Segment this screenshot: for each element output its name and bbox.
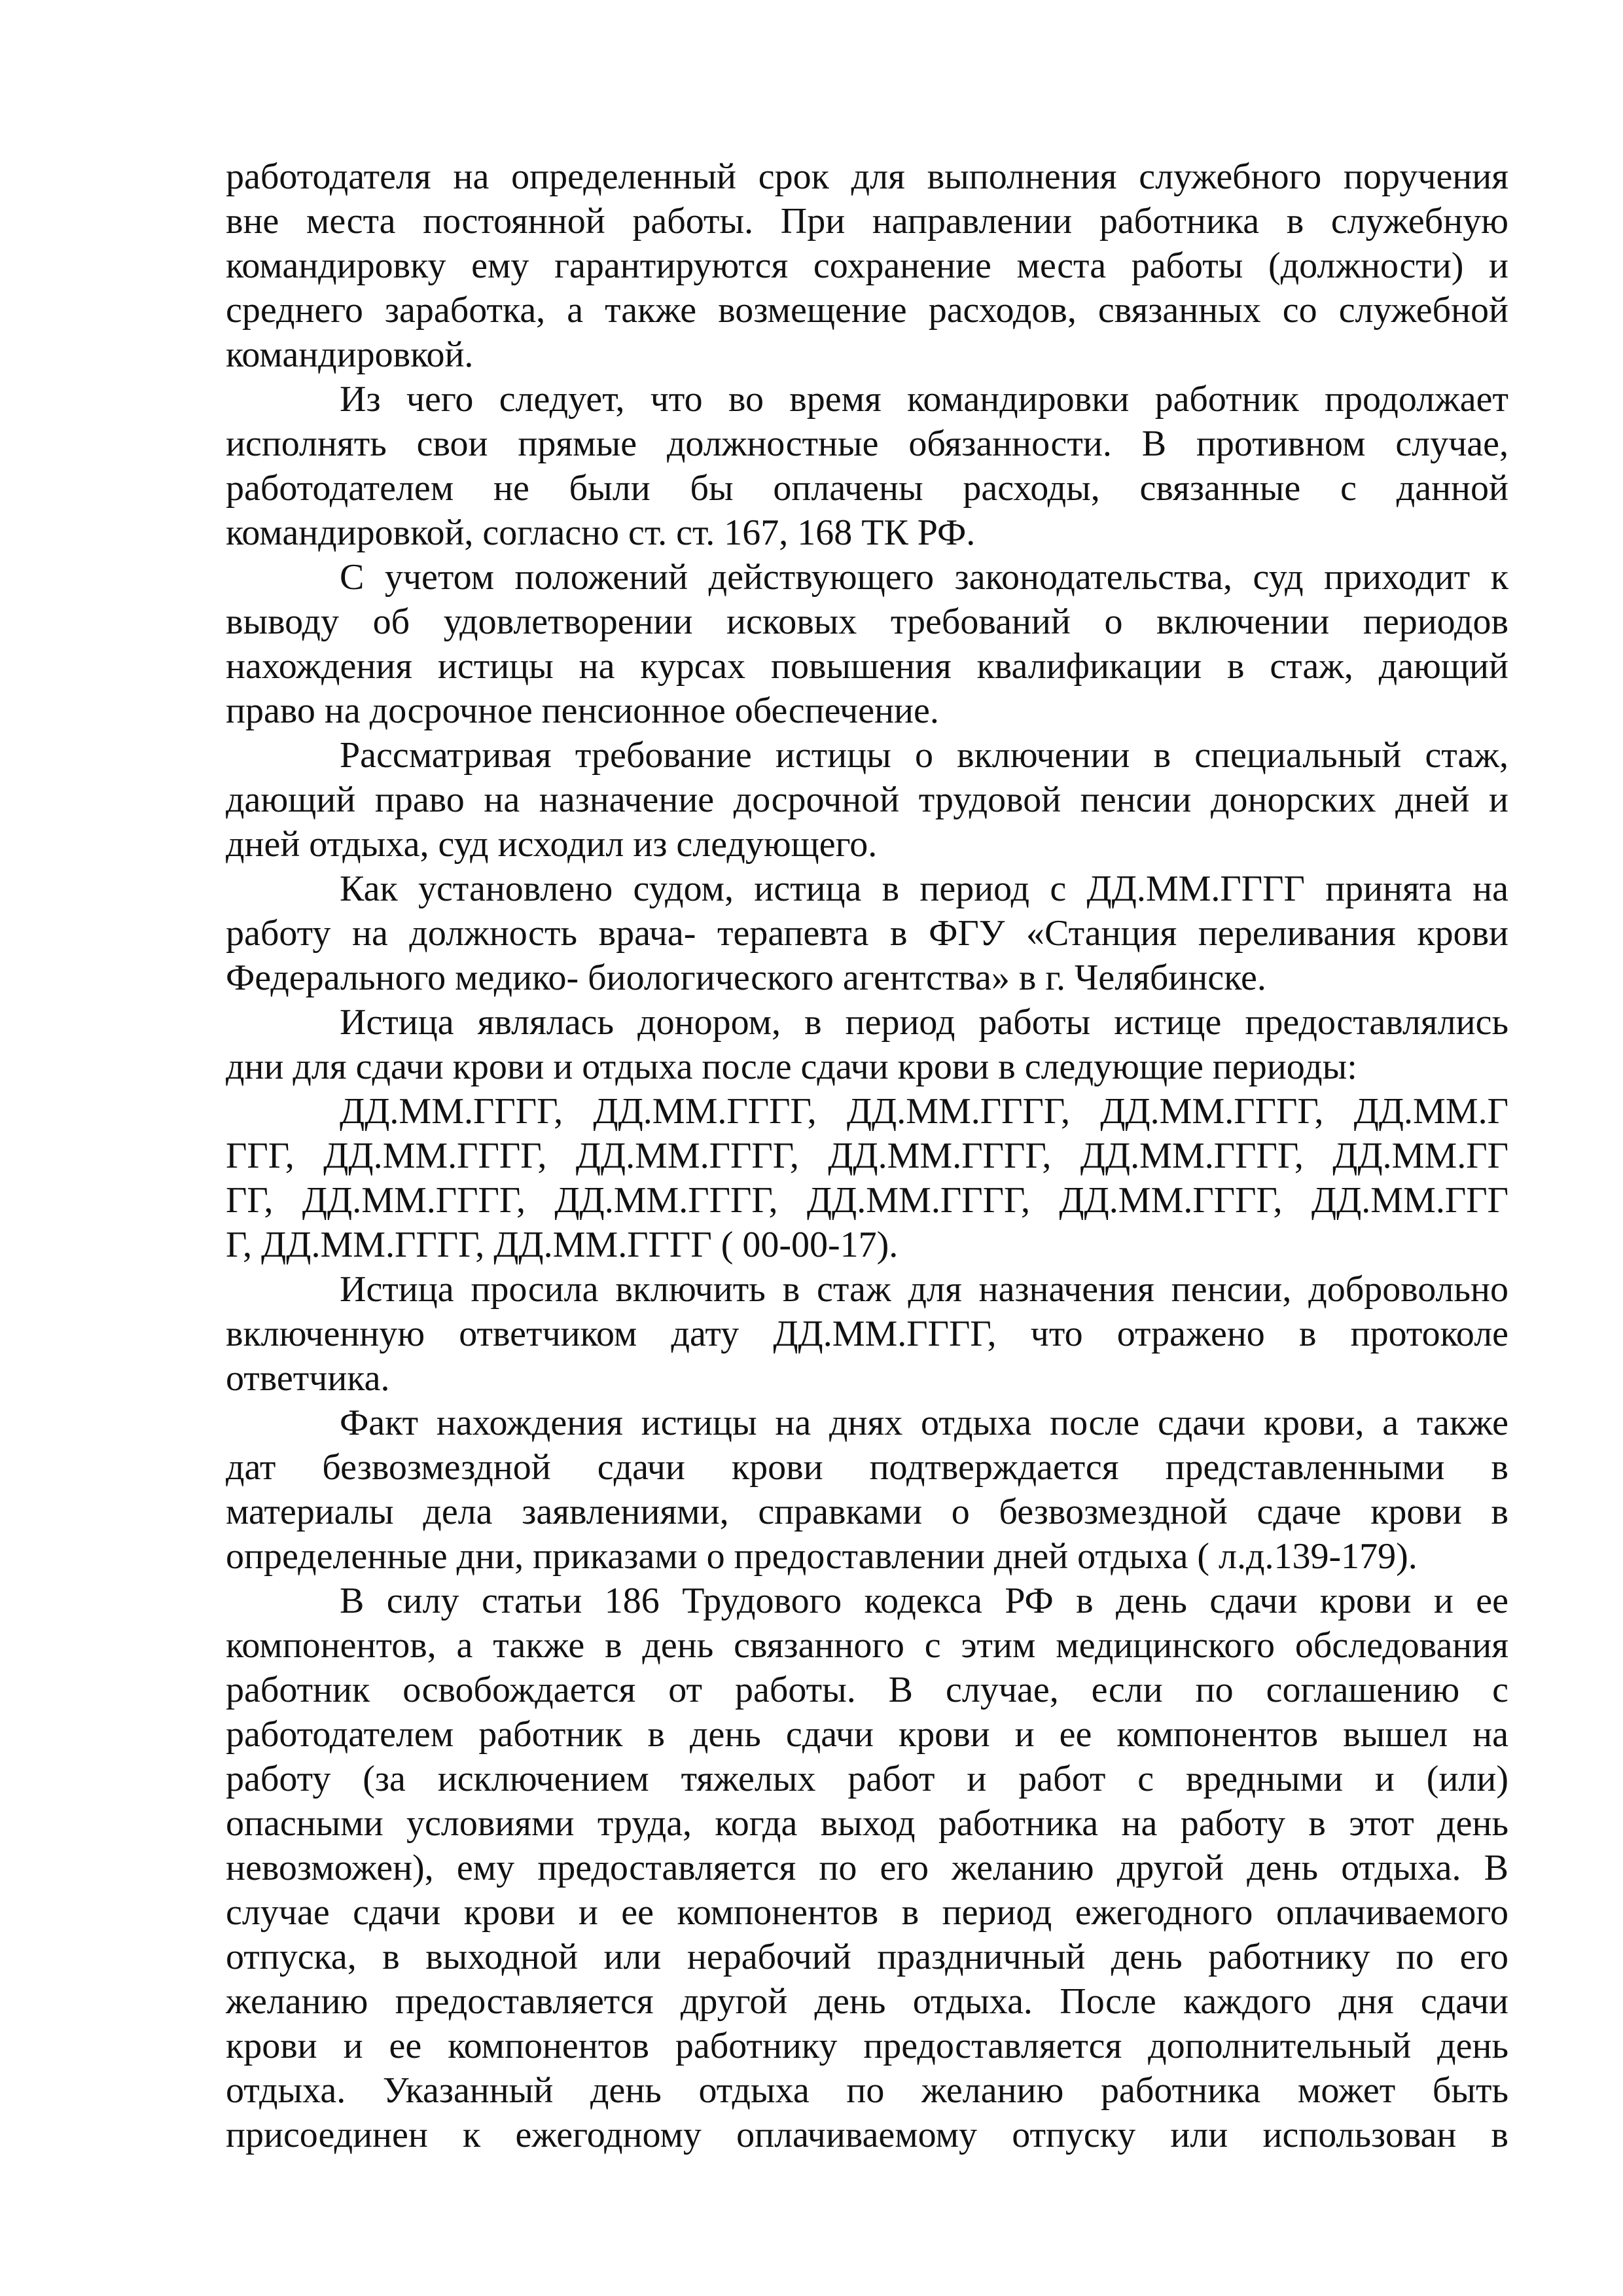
text-line: определенные дни, приказами о предоставлении дней отдыха ( л.д.139-179). (226, 1536, 1418, 1577)
text-line: Из чего следует, что во время командировки работник продолжает (340, 379, 1508, 420)
text-line: Как установлено судом, истица в период с ДД.ММ.ГГГГ принята на (340, 869, 1508, 909)
text-line: случае сдачи крови и ее компонентов в период ежегодного оплачиваемого (226, 1892, 1508, 1933)
text-line: С учетом положений действующего законодательства, суд приходит к (340, 557, 1508, 598)
text-line: Федерального медико- биологического агентства» в г. Челябинске. (226, 958, 1266, 998)
text-line: работник освобождается от работы. В случае, если по соглашению с (226, 1670, 1508, 1710)
text-line: Истица просила включить в стаж для назначения пенсии, добровольно (340, 1269, 1508, 1310)
text-line: ответчика. (226, 1358, 390, 1399)
text-line: компонентов, а также в день связанного с этим медицинского обследования (226, 1625, 1508, 1666)
text-line: работодателя на определенный срок для выполнения служебного поручения (226, 156, 1508, 197)
text-line: дат безвозмездной сдачи крови подтверждается представленными в (226, 1447, 1508, 1488)
text-line: отдыха. Указанный день отдыха по желанию работника может быть (226, 2070, 1508, 2111)
text-line: дней отдыха, суд исходил из следующего. (226, 824, 878, 865)
text-line: В силу статьи 186 Трудового кодекса РФ в день сдачи крови и ее (340, 1581, 1508, 1621)
text-line: нахождения истицы на курсах повышения квалификации в стаж, дающий (226, 646, 1508, 687)
text-line: ДД.ММ.ГГГГ, ДД.ММ.ГГГГ, ДД.ММ.ГГГГ, ДД.ММ.ГГГГ, ДД.ММ.Г (340, 1091, 1508, 1132)
text-line: присоединен к ежегодному оплачиваемому отпуску или использован в (226, 2115, 1508, 2155)
text-line: командировкой, согласно ст. ст. 167, 168 ТК РФ. (226, 512, 976, 553)
text-line: командировку ему гарантируются сохранение места работы (должности) и (226, 245, 1508, 286)
text-block (226, 154, 1508, 2157)
text-line: материалы дела заявлениями, справками о безвозмездной сдаче крови в (226, 1492, 1508, 1532)
text-line: работу на должность врача- терапевта в ФГУ «Станция переливания крови (226, 913, 1508, 954)
text-line: дни для сдачи крови и отдыха после сдачи крови в следующие периоды: (226, 1047, 1357, 1087)
text-line: право на досрочное пенсионное обеспечение. (226, 691, 939, 731)
text-line: включенную ответчиком дату ДД.ММ.ГГГГ, что отражено в протоколе (226, 1314, 1508, 1354)
text-line: желанию предоставляется другой день отдыха. После каждого дня сдачи (226, 1981, 1508, 2022)
text-line: работу (за исключением тяжелых работ и работ с вредными и (или) (226, 1759, 1508, 1799)
text-line: Рассматривая требование истицы о включении в специальный стаж, (340, 735, 1508, 776)
text-line: невозможен), ему предоставляется по его желанию другой день отдыха. В (226, 1848, 1508, 1888)
text-line: Г, ДД.ММ.ГГГГ, ДД.ММ.ГГГГ ( 00-00-17). (226, 1225, 899, 1265)
text-line: работодателем работник в день сдачи крови и ее компонентов вышел на (226, 1714, 1508, 1755)
text-line: опасными условиями труда, когда выход работника на работу в этот день (226, 1803, 1508, 1844)
text-line: ГГГ, ДД.ММ.ГГГГ, ДД.ММ.ГГГГ, ДД.ММ.ГГГГ, ДД.ММ.ГГГГ, ДД.ММ.ГГ (226, 1136, 1508, 1176)
text-line: дающий право на назначение досрочной трудовой пенсии донорских дней и (226, 780, 1508, 820)
text-line: Истица являлась донором, в период работы истице предоставлялись (340, 1002, 1508, 1043)
text-line: исполнять свои прямые должностные обязанности. В противном случае, (226, 423, 1508, 464)
text-line: работодателем не были бы оплачены расходы, связанные с данной (226, 468, 1508, 509)
text-line: вне места постоянной работы. При направлении работника в служебную (226, 201, 1508, 242)
text-line: отпуска, в выходной или нерабочий праздничный день работнику по его (226, 1937, 1508, 1977)
text-line: среднего заработка, а также возмещение расходов, связанных со служебной (226, 290, 1508, 331)
text-line: командировкой. (226, 334, 474, 375)
text-line: Факт нахождения истицы на днях отдыха после сдачи крови, а также (340, 1403, 1508, 1443)
text-line: ГГ, ДД.ММ.ГГГГ, ДД.ММ.ГГГГ, ДД.ММ.ГГГГ, ДД.ММ.ГГГГ, ДД.ММ.ГГГ (226, 1180, 1508, 1221)
text-line: выводу об удовлетворении исковых требований о включении периодов (226, 601, 1508, 642)
text-line: крови и ее компонентов работнику предоставляется дополнительный день (226, 2026, 1508, 2066)
